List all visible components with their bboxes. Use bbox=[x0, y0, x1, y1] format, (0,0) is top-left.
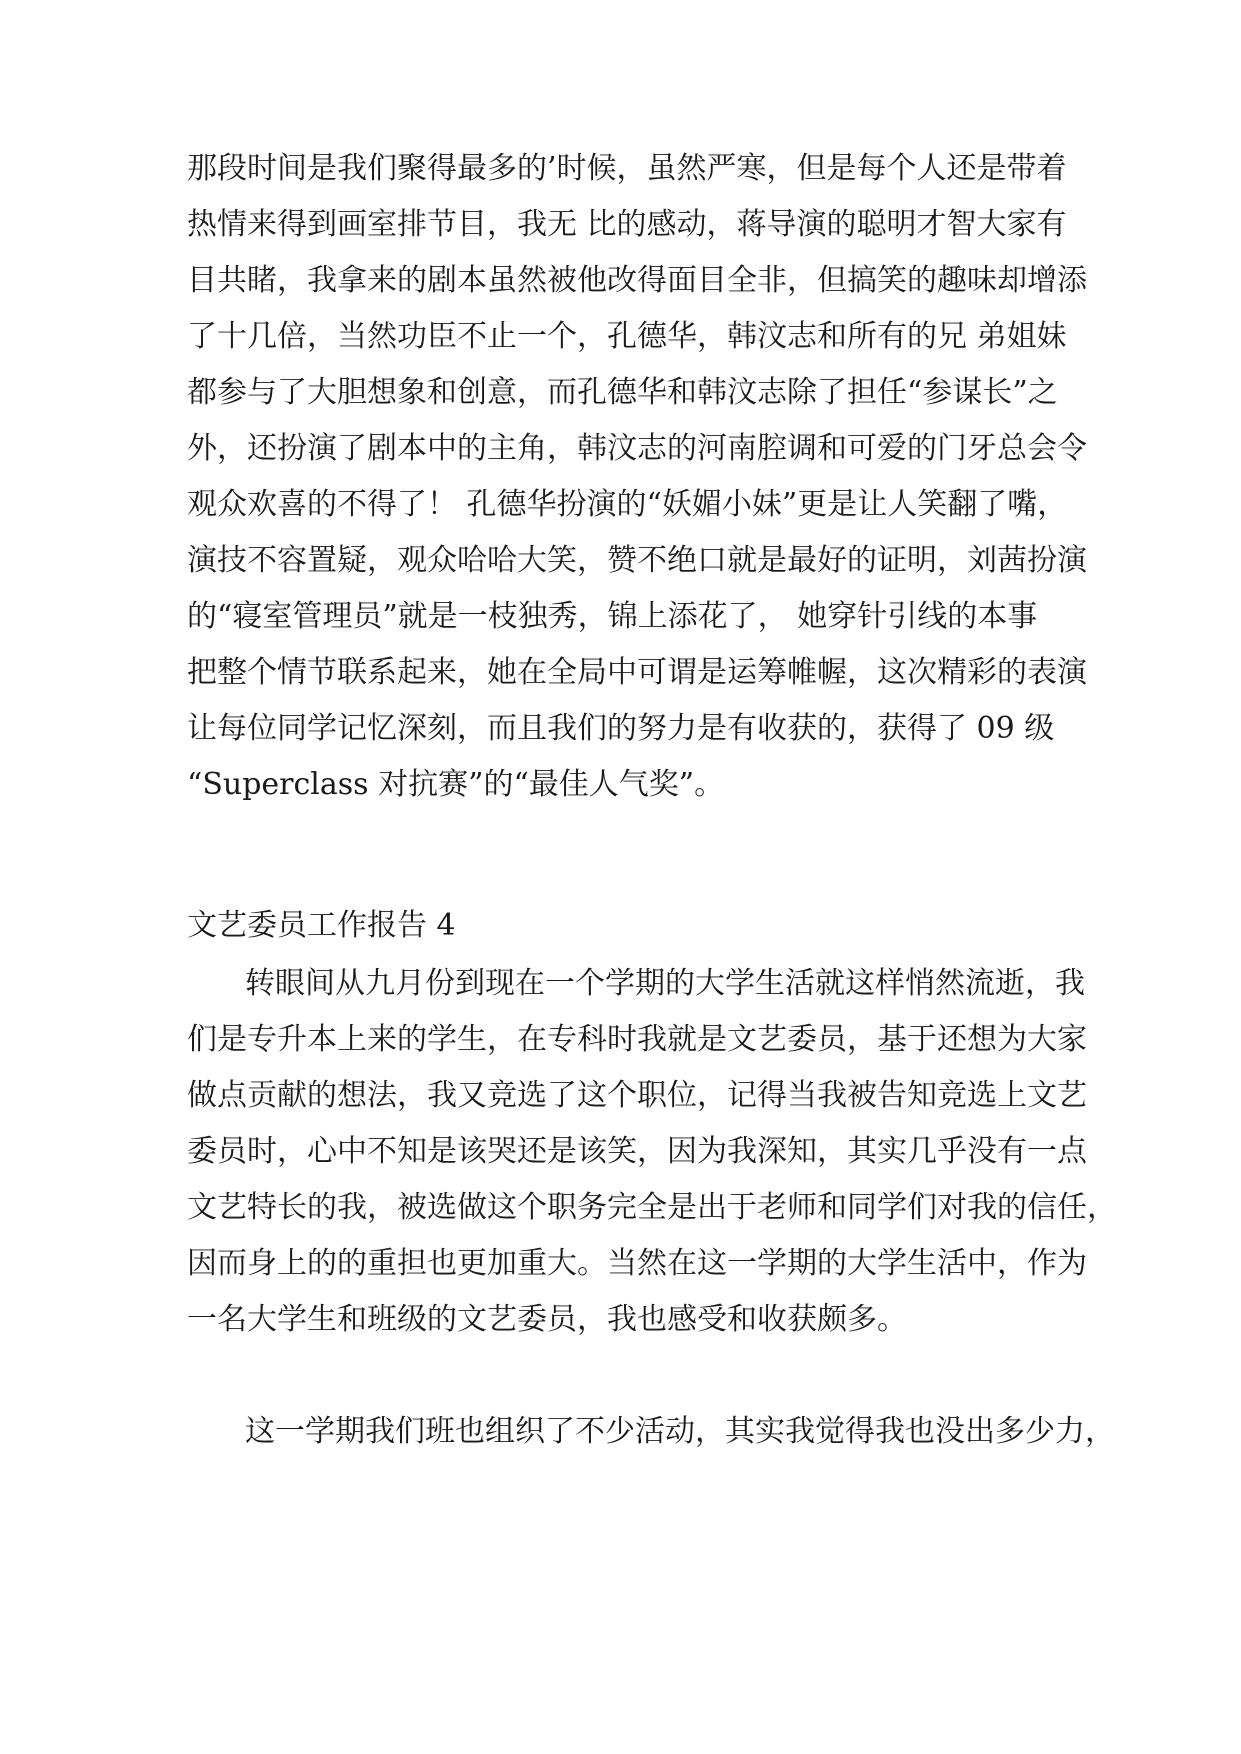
paragraph-line: 这一学期我们班也组织了不少活动，其实我觉得我也没出多少力， bbox=[245, 1414, 1115, 1449]
paragraph-line: 目共睹，我拿来的剧本虽然被他改得面目全非，但搞笑的趣味却增添 bbox=[187, 263, 1087, 298]
paragraph-line: 做点贡献的想法，我又竞选了这个职位，记得当我被告知竞选上文艺 bbox=[187, 1078, 1087, 1113]
paragraph-line: 的“寝室管理员”就是一枝独秀，锦上添花了， 她穿针引线的本事 bbox=[187, 599, 1038, 634]
paragraph-line: 观众欢喜的不得了！ 孔德华扮演的“妖媚小妹”更是让人笑翻了嘴， bbox=[187, 487, 1068, 522]
section-heading bbox=[187, 905, 1057, 947]
paragraph-line: 因而身上的的重担也更加重大。当然在这一学期的大学生活中，作为 bbox=[187, 1246, 1087, 1281]
paragraph-line: 们是专升本上来的学生，在专科时我就是文艺委员，基于还想为大家 bbox=[187, 1022, 1087, 1057]
paragraph-line: 一名大学生和班级的文艺委员，我也感受和收获颇多。 bbox=[187, 1302, 907, 1337]
paragraph-line: 那段时间是我们聚得最多的’时候，虽然严寒，但是每个人还是带着 bbox=[187, 151, 1067, 186]
paragraph-1 bbox=[187, 148, 1087, 802]
paragraph-line: 委员时，心中不知是该哭还是该笑，因为我深知，其实几乎没有一点 bbox=[187, 1134, 1087, 1169]
paragraph-line: 热情来得到画室排节目，我无 比的感动，蒋导演的聪明才智大家有 bbox=[187, 207, 1067, 242]
paragraph-line: 转眼间从九月份到现在一个学期的大学生活就这样悄然流逝，我 bbox=[245, 966, 1085, 1001]
paragraph-line: 外，还扮演了剧本中的主角，韩汶志的河南腔调和可爱的门牙总会令 bbox=[187, 431, 1087, 466]
paragraph-2 bbox=[187, 963, 1117, 1343]
paragraph-line: “Superclass 对抗赛”的“最佳人气奖”。 bbox=[187, 767, 725, 802]
paragraph-line: 把整个情节联系起来，她在全局中可谓是运筹帷幄，这次精彩的表演 bbox=[187, 655, 1087, 690]
paragraph-line: 让每位同学记忆深刻，而且我们的努力是有收获的，获得了 09 级 bbox=[187, 711, 1055, 746]
paragraph-line: 都参与了大胆想象和创意，而孔德华和韩汶志除了担任“参谋长”之 bbox=[187, 375, 1058, 410]
heading-text: 文艺委员工作报告 4 bbox=[187, 908, 456, 943]
paragraph-line: 演技不容置疑，观众哈哈大笑，赞不绝口就是最好的证明，刘茜扮演 bbox=[187, 543, 1087, 578]
paragraph-3 bbox=[187, 1411, 1115, 1453]
paragraph-line: 文艺特长的我，被选做这个职务完全是出于老师和同学们对我的信任， bbox=[187, 1190, 1117, 1225]
paragraph-line: 了十几倍，当然功臣不止一个，孔德华，韩汶志和所有的兄 弟姐妹 bbox=[187, 319, 1067, 354]
